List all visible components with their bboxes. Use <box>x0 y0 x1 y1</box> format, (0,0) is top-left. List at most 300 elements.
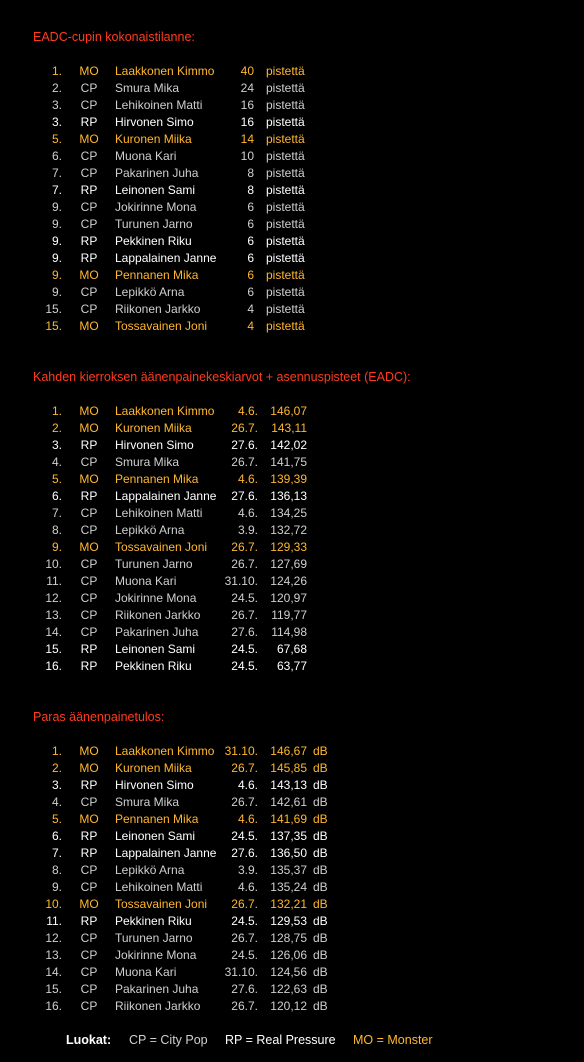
section3-title: Paras äänenpainetulos: <box>33 710 165 724</box>
class-cell: RP <box>80 115 98 129</box>
class-cell: RP <box>80 829 98 843</box>
date-cell: 27.6. <box>231 846 258 860</box>
name-cell: Lepikkö Arna <box>115 285 185 299</box>
date-cell: 26.7. <box>231 540 258 554</box>
table-row <box>0 318 584 335</box>
name-cell: Lehikoinen Matti <box>115 98 203 112</box>
class-cell: CP <box>80 948 98 962</box>
date-cell: 31.10. <box>224 965 258 979</box>
date-cell: 24.5. <box>231 829 258 843</box>
name-cell: Pennanen Mika <box>115 812 199 826</box>
value-cell: 127,69 <box>270 557 307 571</box>
table-row <box>0 845 584 862</box>
rank-cell: 7. <box>51 506 62 520</box>
date-cell: 26.7. <box>231 421 258 435</box>
name-cell: Hirvonen Simo <box>115 115 194 129</box>
table-row <box>0 573 584 590</box>
date-cell: 3.9. <box>237 863 258 877</box>
unit-cell: dB <box>313 778 328 792</box>
class-cell: MO <box>79 540 99 554</box>
table-row <box>0 233 584 250</box>
unit-cell: dB <box>313 812 328 826</box>
class-cell: CP <box>80 285 98 299</box>
name-cell: Jokirinne Mona <box>115 200 197 214</box>
points-cell: 8 <box>247 166 254 180</box>
name-cell: Muona Kari <box>115 149 177 163</box>
name-cell: Laakkonen Kimmo <box>115 64 215 78</box>
unit-cell: dB <box>313 744 328 758</box>
class-cell: CP <box>80 863 98 877</box>
table-row <box>0 879 584 896</box>
name-cell: Smura Mika <box>115 455 180 469</box>
class-cell: RP <box>80 659 98 673</box>
class-cell: CP <box>80 455 98 469</box>
unit-cell: pistettä <box>266 234 305 248</box>
date-cell: 27.6. <box>231 438 258 452</box>
class-cell: CP <box>80 625 98 639</box>
unit-cell: pistettä <box>266 149 305 163</box>
rank-cell: 6. <box>51 829 62 843</box>
class-cell: RP <box>80 438 98 452</box>
section2-title: Kahden kierroksen äänenpainekeskiarvot + asennuspisteet (EADC): <box>33 370 411 384</box>
value-cell: 132,21 <box>270 897 307 911</box>
rank-cell: 16. <box>45 999 62 1013</box>
rank-cell: 8. <box>51 523 62 537</box>
class-cell: CP <box>80 506 98 520</box>
value-cell: 129,33 <box>270 540 307 554</box>
table-row <box>0 607 584 624</box>
table-row <box>0 811 584 828</box>
overall-standings-table <box>0 63 584 335</box>
unit-cell: dB <box>313 965 328 979</box>
rank-cell: 9. <box>51 251 62 265</box>
table-row <box>0 437 584 454</box>
class-cell: CP <box>80 965 98 979</box>
date-cell: 3.9. <box>237 523 258 537</box>
unit-cell: dB <box>313 999 328 1013</box>
class-cell: RP <box>80 251 98 265</box>
class-cell: RP <box>80 778 98 792</box>
unit-cell: pistettä <box>266 166 305 180</box>
rank-cell: 2. <box>51 81 62 95</box>
name-cell: Tossavainen Joni <box>115 540 208 554</box>
name-cell: Tossavainen Joni <box>115 897 208 911</box>
table-row <box>0 284 584 301</box>
table-row <box>0 794 584 811</box>
value-cell: 136,50 <box>270 846 307 860</box>
points-cell: 14 <box>240 132 254 146</box>
date-cell: 24.5. <box>231 948 258 962</box>
unit-cell: pistettä <box>266 302 305 316</box>
name-cell: Smura Mika <box>115 81 180 95</box>
rank-cell: 5. <box>51 472 62 486</box>
name-cell: Leinonen Sami <box>115 642 196 656</box>
value-cell: 63,77 <box>276 659 307 673</box>
value-cell: 141,75 <box>270 455 307 469</box>
table-row <box>0 658 584 675</box>
name-cell: Pennanen Mika <box>115 268 199 282</box>
name-cell: Muona Kari <box>115 574 177 588</box>
name-cell: Riikonen Jarkko <box>115 302 201 316</box>
unit-cell: pistettä <box>266 200 305 214</box>
table-row <box>0 250 584 267</box>
rank-cell: 1. <box>51 744 62 758</box>
rank-cell: 3. <box>51 115 62 129</box>
best-spl-table <box>0 743 584 1015</box>
class-cell: RP <box>80 846 98 860</box>
table-row <box>0 165 584 182</box>
rank-cell: 6. <box>51 489 62 503</box>
class-cell: RP <box>80 234 98 248</box>
class-cell: CP <box>80 982 98 996</box>
class-cell: MO <box>79 897 99 911</box>
value-cell: 136,13 <box>270 489 307 503</box>
unit-cell: pistettä <box>266 217 305 231</box>
table-row <box>0 114 584 131</box>
table-row <box>0 403 584 420</box>
class-cell: MO <box>79 472 99 486</box>
value-cell: 132,72 <box>270 523 307 537</box>
value-cell: 114,98 <box>271 625 307 639</box>
date-cell: 26.7. <box>231 761 258 775</box>
unit-cell: pistettä <box>266 319 305 333</box>
class-cell: CP <box>80 608 98 622</box>
class-cell: CP <box>80 166 98 180</box>
unit-cell: pistettä <box>266 64 305 78</box>
value-cell: 67,68 <box>276 642 307 656</box>
class-cell: CP <box>80 149 98 163</box>
rank-cell: 3. <box>51 98 62 112</box>
name-cell: Lepikkö Arna <box>115 523 185 537</box>
table-row <box>0 556 584 573</box>
rank-cell: 15. <box>45 982 62 996</box>
name-cell: Turunen Jarno <box>115 217 193 231</box>
rank-cell: 9. <box>51 540 62 554</box>
value-cell: 145,85 <box>270 761 307 775</box>
rank-cell: 7. <box>51 183 62 197</box>
unit-cell: pistettä <box>266 183 305 197</box>
name-cell: Hirvonen Simo <box>115 778 194 792</box>
date-cell: 27.6. <box>231 489 258 503</box>
date-cell: 4.6. <box>237 472 258 486</box>
value-cell: 129,53 <box>270 914 307 928</box>
name-cell: Lehikoinen Matti <box>115 880 203 894</box>
unit-cell: dB <box>313 897 328 911</box>
rank-cell: 14. <box>45 625 62 639</box>
rank-cell: 11. <box>46 914 62 928</box>
name-cell: Muona Kari <box>115 965 177 979</box>
value-cell: 137,35 <box>270 829 307 843</box>
legend-city-pop: CP = City Pop <box>129 1033 208 1047</box>
value-cell: 143,13 <box>270 778 307 792</box>
rank-cell: 6. <box>51 149 62 163</box>
table-row <box>0 896 584 913</box>
name-cell: Lepikkö Arna <box>115 863 185 877</box>
class-cell: CP <box>80 81 98 95</box>
value-cell: 141,69 <box>270 812 307 826</box>
date-cell: 26.7. <box>231 557 258 571</box>
name-cell: Hirvonen Simo <box>115 438 194 452</box>
table-row <box>0 590 584 607</box>
table-row <box>0 301 584 318</box>
class-cell: RP <box>80 489 98 503</box>
rank-cell: 9. <box>51 285 62 299</box>
class-cell: CP <box>80 302 98 316</box>
unit-cell: pistettä <box>266 132 305 146</box>
name-cell: Pakarinen Juha <box>115 166 199 180</box>
unit-cell: pistettä <box>266 98 305 112</box>
date-cell: 24.5. <box>231 659 258 673</box>
table-row <box>0 777 584 794</box>
date-cell: 4.6. <box>237 812 258 826</box>
table-row <box>0 488 584 505</box>
rank-cell: 12. <box>45 931 62 945</box>
class-cell: RP <box>80 914 98 928</box>
table-row <box>0 539 584 556</box>
rank-cell: 9. <box>51 217 62 231</box>
name-cell: Lappalainen Janne <box>115 251 217 265</box>
date-cell: 4.6. <box>237 404 258 418</box>
name-cell: Pakarinen Juha <box>115 625 199 639</box>
table-row <box>0 828 584 845</box>
rank-cell: 15. <box>45 302 62 316</box>
name-cell: Riikonen Jarkko <box>115 999 201 1013</box>
rank-cell: 9. <box>51 880 62 894</box>
table-row <box>0 148 584 165</box>
points-cell: 16 <box>240 115 254 129</box>
value-cell: 120,12 <box>270 999 307 1013</box>
table-row <box>0 760 584 777</box>
value-cell: 122,63 <box>270 982 307 996</box>
class-cell: CP <box>80 217 98 231</box>
date-cell: 26.7. <box>231 897 258 911</box>
name-cell: Tossavainen Joni <box>115 319 208 333</box>
rank-cell: 7. <box>51 846 62 860</box>
unit-cell: pistettä <box>266 115 305 129</box>
rank-cell: 2. <box>51 421 62 435</box>
date-cell: 4.6. <box>237 506 258 520</box>
class-cell: CP <box>80 200 98 214</box>
legend-real-pressure: RP = Real Pressure <box>225 1033 336 1047</box>
rank-cell: 9. <box>51 234 62 248</box>
date-cell: 24.5. <box>231 914 258 928</box>
name-cell: Lappalainen Janne <box>115 846 217 860</box>
value-cell: 128,75 <box>270 931 307 945</box>
rank-cell: 10. <box>45 897 62 911</box>
unit-cell: dB <box>313 914 328 928</box>
points-cell: 24 <box>240 81 254 95</box>
rank-cell: 9. <box>51 200 62 214</box>
points-cell: 6 <box>247 251 254 265</box>
points-cell: 6 <box>247 285 254 299</box>
date-cell: 31.10. <box>224 574 258 588</box>
table-row <box>0 199 584 216</box>
unit-cell: pistettä <box>266 285 305 299</box>
rank-cell: 4. <box>51 795 62 809</box>
name-cell: Pennanen Mika <box>115 472 199 486</box>
legend-label: Luokat: <box>66 1033 112 1047</box>
rank-cell: 9. <box>51 268 62 282</box>
table-row <box>0 624 584 641</box>
table-row <box>0 454 584 471</box>
table-row <box>0 862 584 879</box>
points-cell: 6 <box>247 200 254 214</box>
table-row <box>0 505 584 522</box>
date-cell: 27.6. <box>231 625 258 639</box>
date-cell: 26.7. <box>231 455 258 469</box>
rank-cell: 15. <box>45 642 62 656</box>
class-cell: CP <box>80 574 98 588</box>
table-row <box>0 182 584 199</box>
name-cell: Turunen Jarno <box>115 557 193 571</box>
points-cell: 16 <box>240 98 254 112</box>
name-cell: Jokirinne Mona <box>115 591 197 605</box>
unit-cell: pistettä <box>266 81 305 95</box>
class-cell: MO <box>79 812 99 826</box>
rank-cell: 8. <box>51 863 62 877</box>
rank-cell: 1. <box>51 404 62 418</box>
value-cell: 142,61 <box>270 795 307 809</box>
unit-cell: dB <box>313 829 328 843</box>
rank-cell: 5. <box>51 132 62 146</box>
unit-cell: dB <box>313 880 328 894</box>
rank-cell: 13. <box>45 608 62 622</box>
unit-cell: dB <box>313 863 328 877</box>
table-row <box>0 981 584 998</box>
table-row <box>0 63 584 80</box>
unit-cell: dB <box>313 931 328 945</box>
unit-cell: pistettä <box>266 268 305 282</box>
unit-cell: pistettä <box>266 251 305 265</box>
date-cell: 27.6. <box>231 982 258 996</box>
class-cell: RP <box>80 183 98 197</box>
section1-title: EADC-cupin kokonaistilanne: <box>33 30 195 44</box>
table-row <box>0 522 584 539</box>
rank-cell: 14. <box>45 965 62 979</box>
points-cell: 6 <box>247 268 254 282</box>
name-cell: Kuronen Miika <box>115 421 192 435</box>
value-cell: 119,77 <box>271 608 307 622</box>
table-row <box>0 913 584 930</box>
class-cell: MO <box>79 132 99 146</box>
table-row <box>0 641 584 658</box>
name-cell: Jokirinne Mona <box>115 948 197 962</box>
value-cell: 134,25 <box>270 506 307 520</box>
rank-cell: 4. <box>51 455 62 469</box>
table-row <box>0 216 584 233</box>
date-cell: 4.6. <box>237 778 258 792</box>
name-cell: Laakkonen Kimmo <box>115 744 215 758</box>
class-cell: CP <box>80 98 98 112</box>
date-cell: 26.7. <box>231 999 258 1013</box>
unit-cell: dB <box>313 846 328 860</box>
table-row <box>0 420 584 437</box>
value-cell: 142,02 <box>270 438 307 452</box>
name-cell: Laakkonen Kimmo <box>115 404 215 418</box>
rank-cell: 12. <box>45 591 62 605</box>
points-cell: 10 <box>240 149 254 163</box>
value-cell: 135,24 <box>270 880 307 894</box>
points-cell: 8 <box>247 183 254 197</box>
rank-cell: 1. <box>51 64 62 78</box>
name-cell: Turunen Jarno <box>115 931 193 945</box>
points-cell: 4 <box>247 319 254 333</box>
table-row <box>0 743 584 760</box>
rank-cell: 16. <box>45 659 62 673</box>
class-cell: CP <box>80 523 98 537</box>
value-cell: 139,39 <box>270 472 307 486</box>
class-cell: MO <box>79 744 99 758</box>
class-cell: CP <box>80 999 98 1013</box>
class-cell: MO <box>79 761 99 775</box>
name-cell: Kuronen Miika <box>115 761 192 775</box>
class-cell: CP <box>80 591 98 605</box>
value-cell: 143,11 <box>271 421 307 435</box>
name-cell: Pekkinen Riku <box>115 659 192 673</box>
name-cell: Lehikoinen Matti <box>115 506 203 520</box>
value-cell: 120,97 <box>270 591 307 605</box>
table-row <box>0 964 584 981</box>
class-cell: CP <box>80 880 98 894</box>
points-cell: 6 <box>247 217 254 231</box>
rank-cell: 5. <box>51 812 62 826</box>
date-cell: 26.7. <box>231 608 258 622</box>
table-row <box>0 80 584 97</box>
rank-cell: 2. <box>51 761 62 775</box>
table-row <box>0 267 584 284</box>
table-row <box>0 131 584 148</box>
rank-cell: 13. <box>45 948 62 962</box>
value-cell: 146,67 <box>270 744 307 758</box>
date-cell: 4.6. <box>237 880 258 894</box>
rank-cell: 7. <box>51 166 62 180</box>
date-cell: 31.10. <box>224 744 258 758</box>
name-cell: Pekkinen Riku <box>115 234 192 248</box>
unit-cell: dB <box>313 948 328 962</box>
value-cell: 135,37 <box>270 863 307 877</box>
name-cell: Lappalainen Janne <box>115 489 217 503</box>
rank-cell: 3. <box>51 438 62 452</box>
value-cell: 124,26 <box>270 574 307 588</box>
name-cell: Pakarinen Juha <box>115 982 199 996</box>
date-cell: 24.5. <box>231 642 258 656</box>
points-cell: 40 <box>240 64 254 78</box>
unit-cell: dB <box>313 795 328 809</box>
name-cell: Pekkinen Riku <box>115 914 192 928</box>
date-cell: 26.7. <box>231 931 258 945</box>
rank-cell: 15. <box>45 319 62 333</box>
table-row <box>0 930 584 947</box>
table-row <box>0 97 584 114</box>
unit-cell: dB <box>313 982 328 996</box>
class-cell: MO <box>79 421 99 435</box>
rank-cell: 10. <box>45 557 62 571</box>
value-cell: 126,06 <box>270 948 307 962</box>
points-cell: 6 <box>247 234 254 248</box>
name-cell: Smura Mika <box>115 795 180 809</box>
class-cell: MO <box>79 64 99 78</box>
rank-cell: 11. <box>46 574 62 588</box>
average-spl-table <box>0 403 584 675</box>
value-cell: 124,56 <box>270 965 307 979</box>
name-cell: Leinonen Sami <box>115 829 196 843</box>
date-cell: 26.7. <box>231 795 258 809</box>
class-cell: MO <box>79 404 99 418</box>
class-cell: CP <box>80 795 98 809</box>
name-cell: Riikonen Jarkko <box>115 608 201 622</box>
table-row <box>0 947 584 964</box>
name-cell: Leinonen Sami <box>115 183 196 197</box>
